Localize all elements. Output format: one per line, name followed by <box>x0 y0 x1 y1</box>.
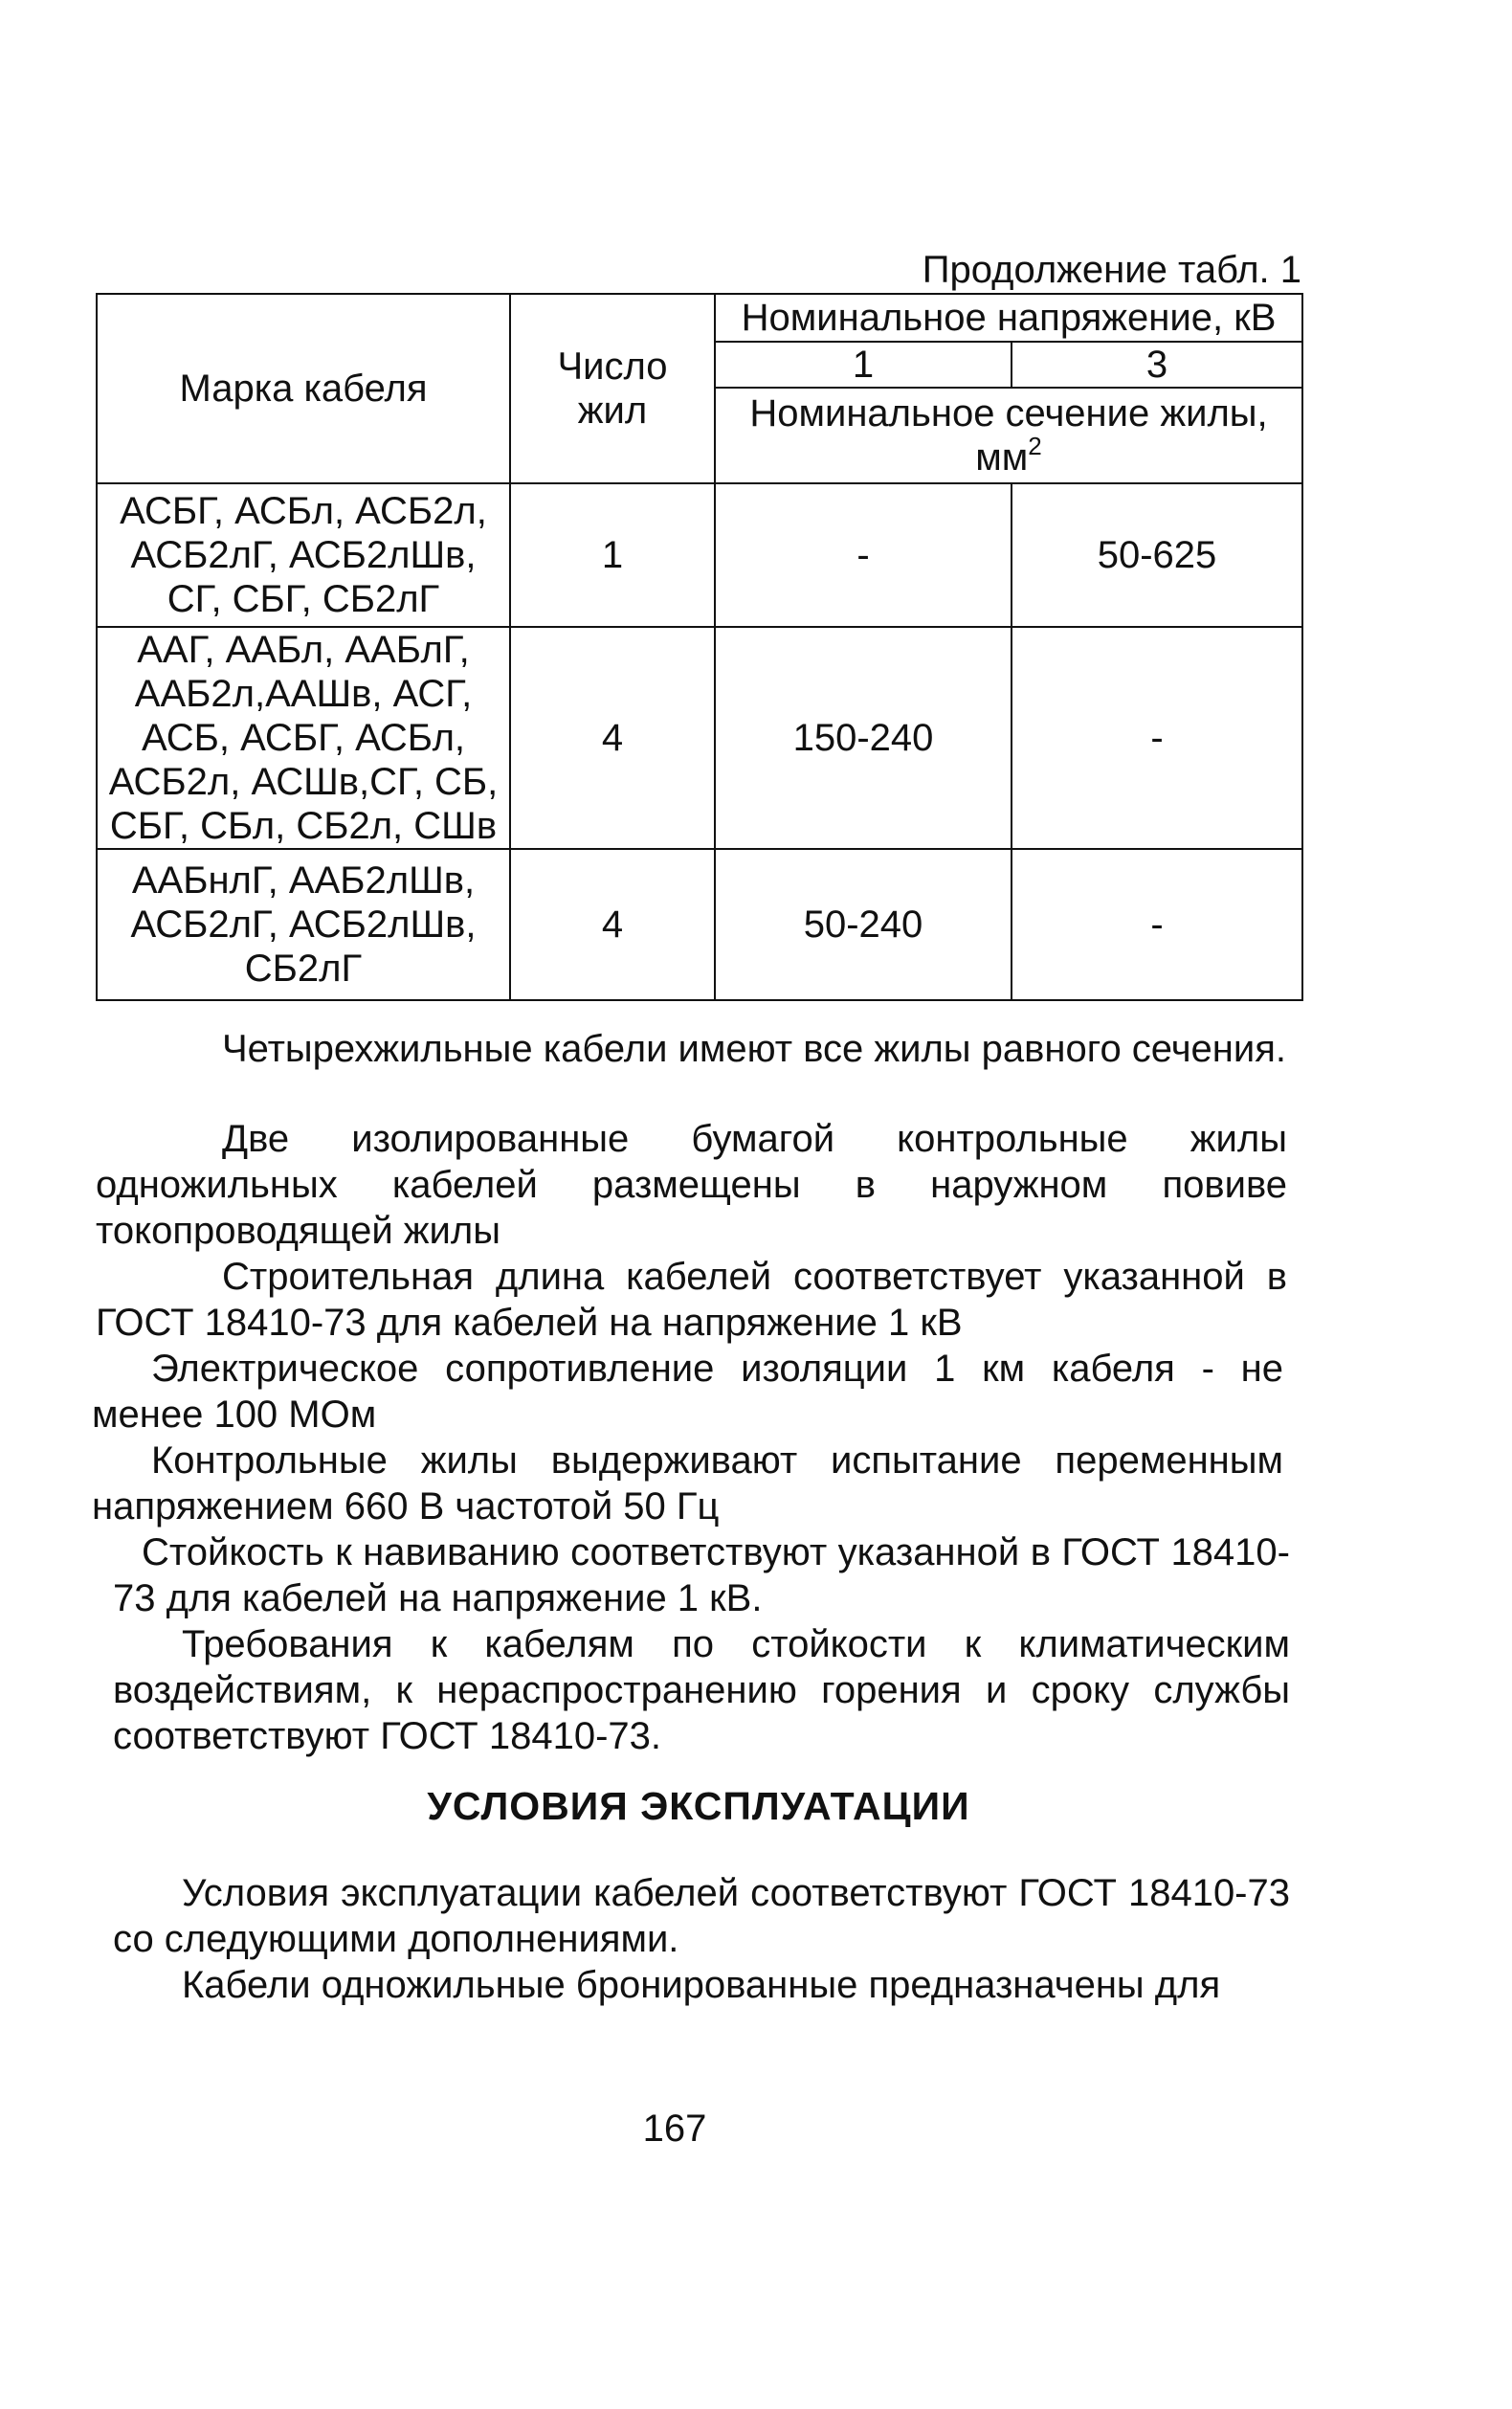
cell-count: 4 <box>510 627 715 849</box>
table-caption: Продолжение табл. 1 <box>922 249 1301 291</box>
cell-voltage-3: - <box>1012 849 1302 1000</box>
cell-brand: ААГ, ААБл, ААБлГ, ААБ2л,ААШв, АСГ, АСБ, АСБГ, АСБл, АСБ2л, АСШв,СГ, СБ, СБГ, СБл, СБ2л, СШв <box>97 627 510 849</box>
header-count-label: Число жил <box>557 346 668 432</box>
paragraph: Электрическое сопротивление изоляции 1 км кабеля - не менее 100 МОм <box>92 1348 1283 1436</box>
page-number: 167 <box>642 2108 707 2150</box>
cell-voltage-3: - <box>1012 627 1302 849</box>
paragraph: Строительная длина кабелей соответствует указанной в ГОСТ 18410-73 для кабелей на напряжение 1 кВ <box>96 1256 1287 1344</box>
cell-voltage-3: 50-625 <box>1012 483 1302 627</box>
table-row <box>97 627 1302 849</box>
header-count <box>510 294 715 483</box>
header-section-superscript: 2 <box>1028 432 1042 460</box>
cell-voltage-1: 150-240 <box>715 627 1012 849</box>
header-voltage: Номинальное напряжение, кВ <box>715 294 1302 342</box>
paragraph: Четырехжильные кабели имеют все жилы равного сечения. <box>222 1028 1287 1070</box>
paragraph: Стойкость к навиванию соответствуют указанной в ГОСТ 18410-73 для кабелей на напряжение 1 кВ. <box>113 1531 1290 1619</box>
paragraph: Кабели одножильные бронированные предназначены для <box>182 1964 1221 2006</box>
cell-voltage-1: - <box>715 483 1012 627</box>
paragraph: Условия эксплуатации кабелей соответствуют ГОСТ 18410-73 со следующими дополнениями. <box>113 1872 1290 1960</box>
header-brand: Марка кабеля <box>97 294 510 483</box>
paragraph: Две изолированные бумагой контрольные жилы одножильных кабелей размещены в наружном повиве токопроводящей жилы <box>96 1118 1287 1252</box>
table-row <box>97 483 1302 627</box>
table-row <box>97 849 1302 1000</box>
header-voltage-3: 3 <box>1012 342 1302 388</box>
section-heading: УСЛОВИЯ ЭКСПЛУАТАЦИИ <box>427 1784 970 1828</box>
paragraph: Требования к кабелям по стойкости к климатическим воздействиям, к нераспространению горения и сроку службы соответствуют ГОСТ 18410-73. <box>113 1623 1290 1757</box>
paragraph: Контрольные жилы выдерживают испытание переменным напряжением 660 В частотой 50 Гц <box>92 1439 1283 1528</box>
cell-brand: АСБГ, АСБл, АСБ2л, АСБ2лГ, АСБ2лШв, СГ, СБГ, СБ2лГ <box>97 483 510 627</box>
header-section-label: Номинальное сечение жилы, мм <box>749 392 1268 479</box>
cell-count: 4 <box>510 849 715 1000</box>
header-section <box>715 388 1302 483</box>
cable-table <box>96 293 1301 997</box>
cell-voltage-1: 50-240 <box>715 849 1012 1000</box>
header-voltage-1: 1 <box>715 342 1012 388</box>
cell-count: 1 <box>510 483 715 627</box>
cell-brand: ААБнлГ, ААБ2лШв, АСБ2лГ, АСБ2лШв, СБ2лГ <box>97 849 510 1000</box>
